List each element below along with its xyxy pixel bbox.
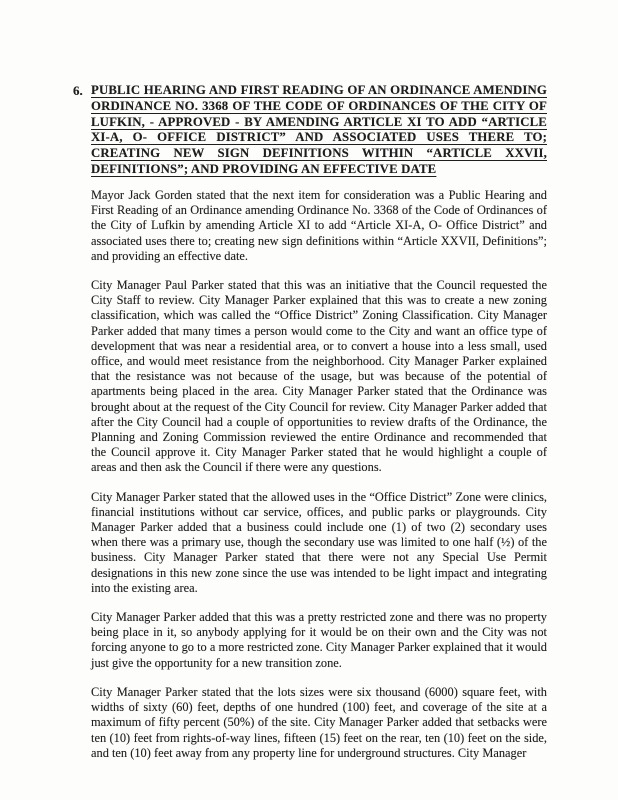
item-heading (91, 83, 547, 178)
paragraph-allowed-uses: City Manager Parker stated that the allowed uses in the “Office District” Zone were clinics, financial institutions without car service, offices, and public parks or playgrounds. City Manager Parker added that a business could include one (1) of two (2) secondary uses when there was a primary use, though the secondary use was limited to one half (½) of the business. City Manager Parker stated that there were not any Special Use Permit designations in this new zone since the use was intended to be light impact and integrating into the existing area. (91, 489, 547, 595)
paragraph-mayor-intro: Mayor Jack Gorden stated that the next item for consideration was a Public Hearing and First Reading of an Ordinance amending Ordinance No. 3368 of the Code of Ordinances of the City of Lufkin by amending Article XI to add “Article XI-A, O- Office District” and associated uses there to; creating new sign definitions within “Article XXVII, Definitions”; and providing an effective date. (91, 188, 547, 263)
agenda-item-6 (73, 83, 547, 178)
paragraph-restricted-zone: City Manager Parker added that this was a pretty restricted zone and there was no property being place in it, so anybody applying for it would be on their own and the City was not forcing anyone to go to a more restricted zone. City Manager Parker explained that it would just give the opportunity for a new transition zone. (91, 610, 547, 670)
paragraph-lot-sizes: City Manager Parker stated that the lots sizes were six thousand (6000) square feet, with widths of sixty (60) feet, depths of one hundred (100) feet, and coverage of the site at a maximum of fifty percent (50%) of the site. City Manager Parker added that setbacks were ten (10) feet from rights-of-way lines, fifteen (15) feet on the rear, ten (10) feet on the side, and ten (10) feet away from any property line for underground structures. City Manager (91, 684, 547, 760)
paragraph-initiative-overview: City Manager Paul Parker stated that this was an initiative that the Council requested the City Staff to review. City Manager Parker explained that this was to create a new zoning classification, which was called the “Office District” Zoning Classification. City Manager Parker added that many times a person would come to the City and want an office type of development that was near a residential area, or to convert a house into a less small, used office, and would meet resistance from the neighborhood. City Manager Parker explained that the resistance was not because of the usage, but was because of the potential of apartments being placed in the area. City Manager Parker stated that the Ordinance was brought about at the request of the City Council for review. City Manager Parker added that after the City Council had a couple of opportunities to review drafts of the Ordinance, the Planning and Zoning Commission reviewed the entire Ordinance and recommended that the Council approve it. City Manager Parker stated that he would highlight a couple of areas and then ask the Council if there were any questions. (91, 278, 547, 475)
item-heading-text: PUBLIC HEARING AND FIRST READING OF AN ORDINANCE AMENDING ORDINANCE NO. 3368 OF THE CODE OF ORDINANCES OF THE CITY OF LUFKIN, - APPROVED - BY AMENDING ARTICLE XI TO ADD “ARTICLE XI-A, O- OFFICE DISTRICT” AND ASSOCIATED USES THERE TO; CREATING NEW SIGN DEFINITIONS WITHIN “ARTICLE XXVII, DEFINITIONS”; AND PROVIDING AN EFFECTIVE DATE (91, 83, 547, 176)
document-body (91, 188, 547, 761)
item-number: 6. (73, 83, 83, 98)
